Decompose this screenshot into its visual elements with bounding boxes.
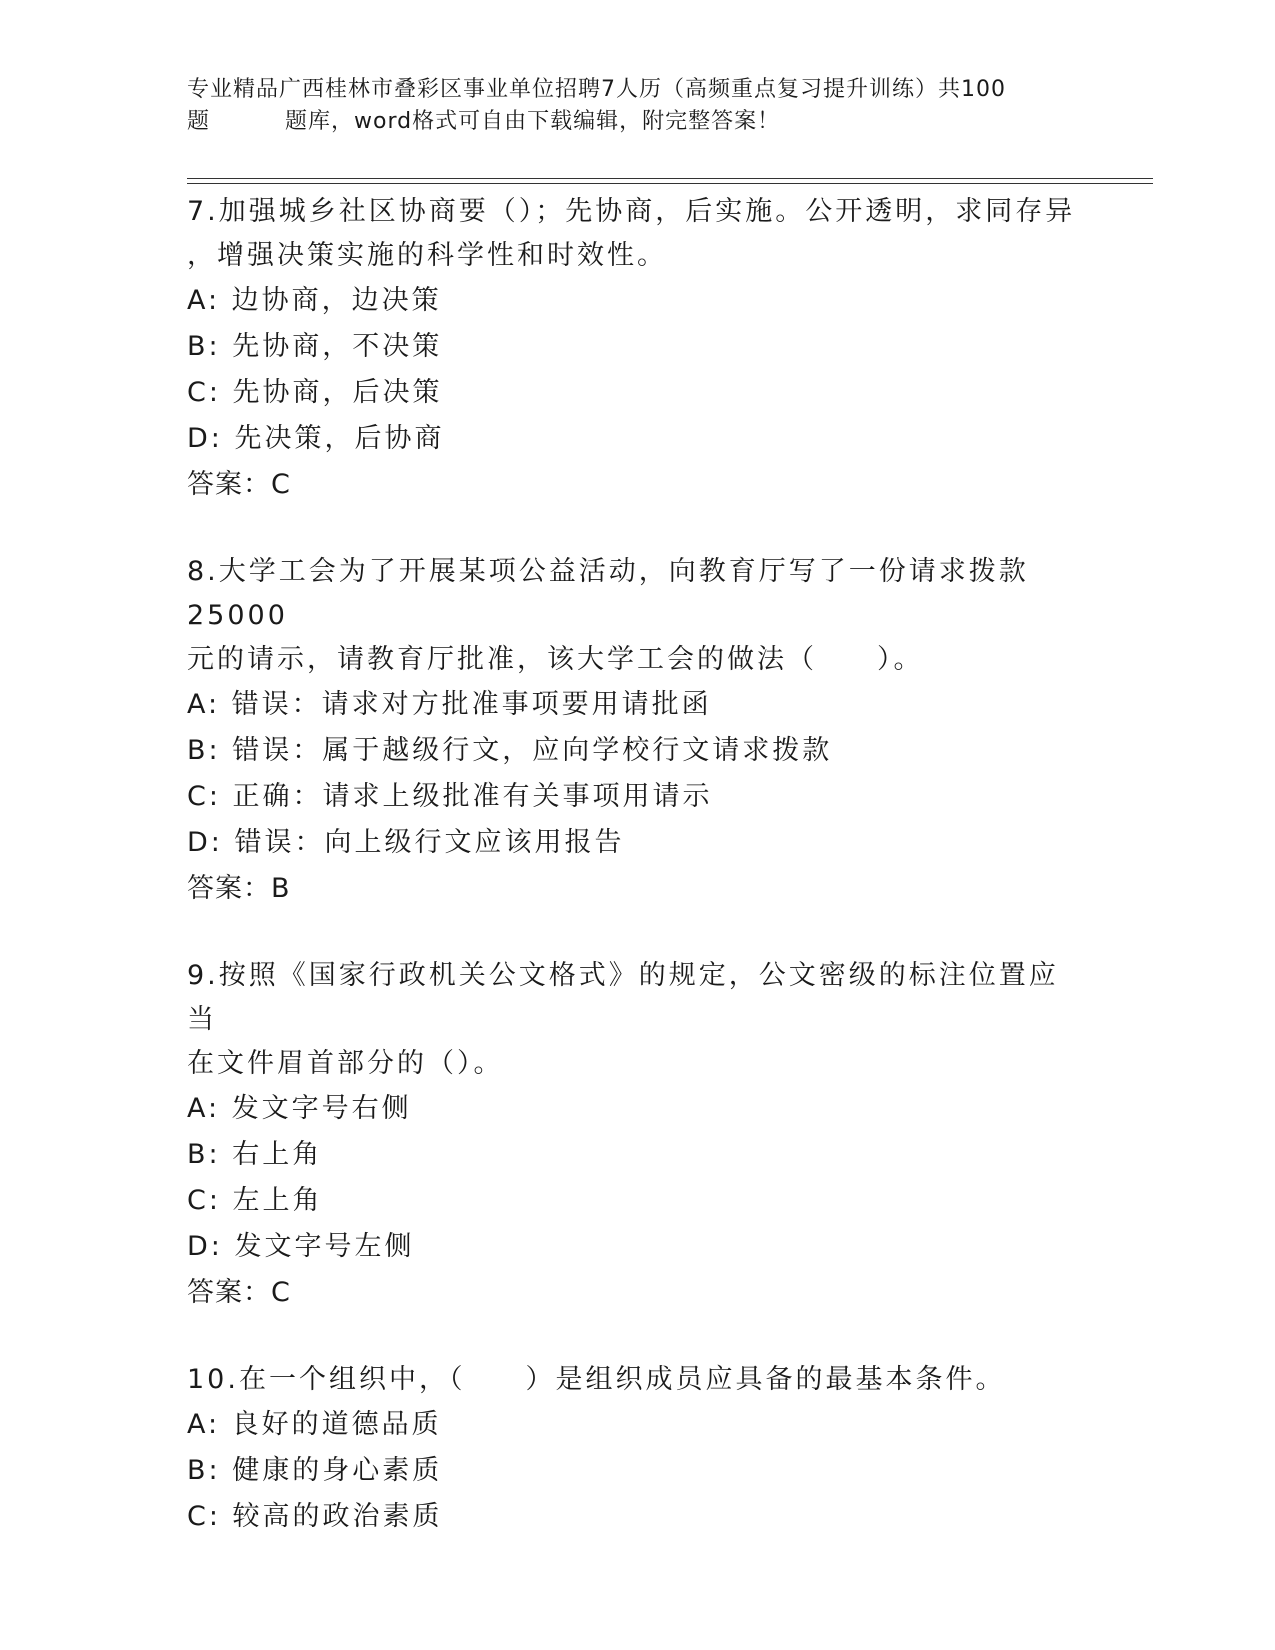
question-text-line: ，增强决策实施的科学性和时效性。 xyxy=(187,240,667,271)
option-b: B: 错误：属于越级行文，应向学校行文请求拨款 xyxy=(187,735,833,766)
option-c: C: 先协商，后决策 xyxy=(187,377,443,408)
option-a: A: 发文字号右侧 xyxy=(187,1093,412,1124)
question-8 xyxy=(187,550,1087,912)
answer: 答案：B xyxy=(187,873,291,904)
option-b: B: 先协商，不决策 xyxy=(187,331,443,362)
question-list xyxy=(187,190,1087,1540)
option-b: B: 右上角 xyxy=(187,1139,323,1170)
option-d: D: 先决策，后协商 xyxy=(187,423,445,454)
header-line-2-left: 题 xyxy=(187,109,211,134)
question-spacer xyxy=(187,1316,1087,1358)
question-9 xyxy=(187,954,1087,1316)
document-header xyxy=(187,74,1087,138)
question-text-line: 10.在一个组织中，（ ）是组织成员应具备的最基本条件。 xyxy=(187,1364,1006,1395)
question-text-line: 元的请示，请教育厅批准，该大学工会的做法（ ）。 xyxy=(187,644,924,675)
question-spacer xyxy=(187,508,1087,550)
question-text-line: 在文件眉首部分的（）。 xyxy=(187,1048,504,1079)
option-a: A: 错误：请求对方批准事项要用请批函 xyxy=(187,689,712,720)
option-c: C: 正确：请求上级批准有关事项用请示 xyxy=(187,781,713,812)
option-a: A: 良好的道德品质 xyxy=(187,1409,442,1440)
option-a: A: 边协商，边决策 xyxy=(187,285,442,316)
option-c: C: 左上角 xyxy=(187,1185,323,1216)
question-spacer xyxy=(187,912,1087,954)
question-7 xyxy=(187,190,1087,508)
header-line-1: 专业精品广西桂林市叠彩区事业单位招聘7人历（高频重点复习提升训练）共100 xyxy=(187,77,1006,102)
answer: 答案：C xyxy=(187,1277,291,1308)
header-line-2-right: 题库，word格式可自由下载编辑，附完整答案！ xyxy=(285,109,781,134)
header-line-2 xyxy=(187,106,1087,138)
question-text-line: 9.按照《国家行政机关公文格式》的规定，公文密级的标注位置应当 xyxy=(187,960,1059,1035)
answer: 答案：C xyxy=(187,469,291,500)
option-d: D: 发文字号左侧 xyxy=(187,1231,415,1262)
header-divider-bottom xyxy=(187,183,1153,184)
option-b: B: 健康的身心素质 xyxy=(187,1455,443,1486)
option-c: C: 较高的政治素质 xyxy=(187,1501,443,1532)
option-d: D: 错误：向上级行文应该用报告 xyxy=(187,827,625,858)
question-text-line: 8.大学工会为了开展某项公益活动，向教育厅写了一份请求拨款25000 xyxy=(187,556,1029,631)
header-divider-top xyxy=(187,178,1153,179)
question-10 xyxy=(187,1358,1087,1540)
question-text-line: 7.加强城乡社区协商要（）；先协商，后实施。公开透明，求同存异 xyxy=(187,196,1076,227)
